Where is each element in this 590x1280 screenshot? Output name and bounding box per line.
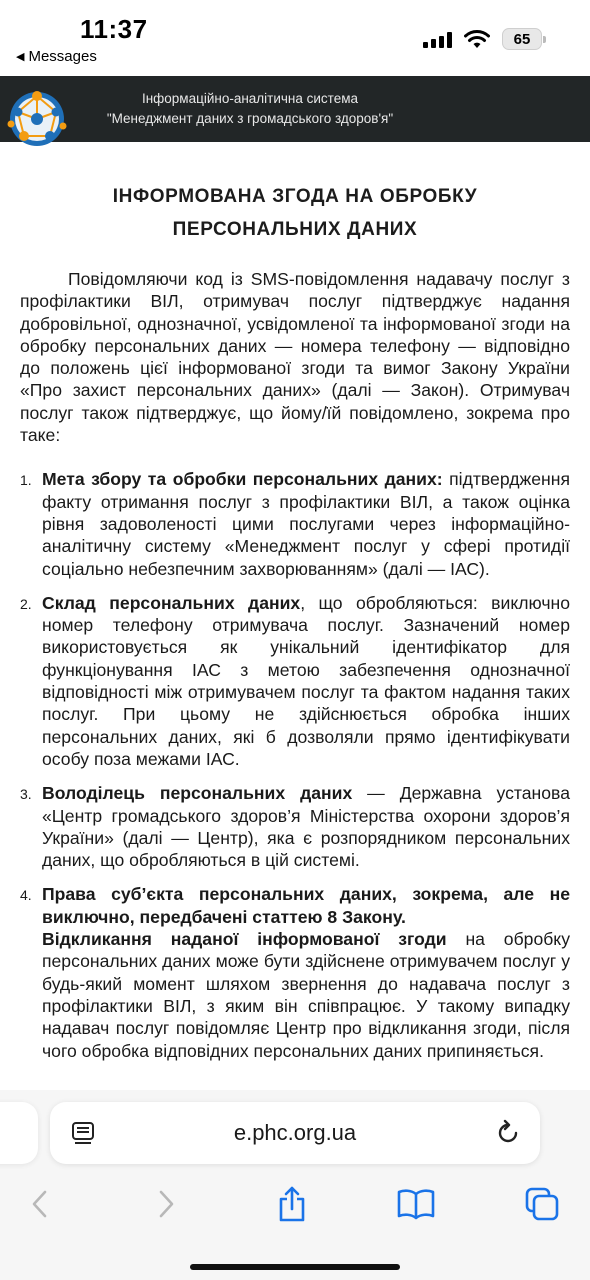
clause-item bbox=[20, 592, 570, 770]
wifi-icon bbox=[464, 29, 490, 49]
share-icon bbox=[276, 1185, 308, 1223]
clause-text: — Державна установа «Центр громадського здоров’я Міністерства охорони здоров’я України» (далі — Центр), яка є розпорядником персональних даних, що обробляються в цій системі. bbox=[42, 783, 570, 871]
browser-toolbar bbox=[0, 1090, 590, 1280]
site-title-line2: "Менеджмент даних з громадського здоров'я" bbox=[106, 111, 394, 126]
clause-list bbox=[20, 468, 570, 1061]
status-icons bbox=[423, 28, 542, 50]
cellular-signal-icon bbox=[423, 30, 452, 48]
clause-item bbox=[20, 782, 570, 871]
clause-heading: Мета збору та обробки персональних даних: bbox=[42, 469, 443, 490]
clause-item bbox=[20, 468, 570, 579]
back-to-app-link[interactable] bbox=[16, 48, 97, 65]
clause-number: 1. bbox=[20, 472, 32, 489]
bookmarks-button[interactable] bbox=[396, 1184, 436, 1224]
clause-text: підтвердження факту отримання послуг з профілактики ВІЛ, а також оцінка рівня задоволеності цими послугами через інформаційно-аналітичну систему «Менеджмент послуг у сфері протидії соціально небезпечним захворюванням» (далі — ІАС). bbox=[42, 469, 570, 579]
forward-button[interactable] bbox=[146, 1184, 186, 1224]
clause-subheading: Відкликання наданої інформованої згоди bbox=[42, 929, 447, 950]
tabs-button[interactable] bbox=[522, 1184, 562, 1224]
bookmarks-icon bbox=[396, 1188, 436, 1220]
clause-heading: Склад персональних даних bbox=[42, 592, 301, 613]
url-text[interactable]: e.phc.org.ua bbox=[233, 1120, 357, 1145]
back-icon bbox=[29, 1189, 51, 1219]
back-caret-icon: ◀ bbox=[16, 51, 25, 63]
clause-number: 4. bbox=[20, 887, 32, 904]
clause-number: 3. bbox=[20, 786, 32, 803]
site-header bbox=[0, 76, 590, 142]
browser-nav-row bbox=[0, 1184, 590, 1224]
site-title bbox=[80, 89, 420, 129]
clause-number: 2. bbox=[20, 595, 32, 612]
clause-heading: Права суб’єкта персональних даних, зокрема, але не виключно, передбачені статтею 8 Закону. bbox=[42, 884, 570, 927]
clause-text: на обробку персональних даних може бути здійснене отримувачем послуг у будь-який момент шляхом звернення до надавача послуг з профілактики ВІЛ, з яким він співпрацює. У такому випадку надавач послуг повідомляє Центр про відкликання згоди, після чого обробка відповідних персональних даних припиняється. bbox=[42, 929, 570, 1061]
back-app-label: Messages bbox=[28, 48, 97, 65]
consent-document bbox=[0, 142, 590, 1104]
clause-heading: Володілець персональних даних bbox=[42, 783, 353, 804]
reload-icon[interactable] bbox=[494, 1119, 522, 1147]
status-bar bbox=[0, 0, 590, 76]
clause-text: , що обробляються: виключно номер телефону отримувача послуг. Зазначений номер використовується як унікальний ідентифікатор для функціонування ІАС з метою забезпечення однозначної відповідності між отримувачем послуг та фактом надання таких послуг. При цьому не здійснюється обробка інших персональних даних, які б дозволяли прямо ідентифікувати особу поза межами ІАС. bbox=[42, 592, 570, 769]
tabs-icon bbox=[524, 1186, 560, 1222]
forward-icon bbox=[155, 1189, 177, 1219]
battery-level: 65 bbox=[513, 30, 531, 48]
back-button[interactable] bbox=[20, 1184, 60, 1224]
status-time: 11:37 bbox=[80, 14, 148, 44]
home-indicator bbox=[190, 1264, 400, 1270]
document-intro: Повідомляючи код із SMS-повідомлення надавачу послуг з профілактики ВІЛ, отримувач послуг підтверджує надання добровільної, однозначної, усвідомленої та інформованої згоди на обробку персональних даних — номера телефону — відповідно до положень цієї інформованої згоди та вимог Закону України «Про захист персональних даних» (далі — Закон). Отримувач послуг також підтверджує, що йому/їй повідомлено, зокрема про таке: bbox=[20, 269, 570, 446]
clause-item bbox=[20, 883, 570, 1061]
address-bar[interactable] bbox=[50, 1102, 540, 1164]
document-title: ІНФОРМОВАНА ЗГОДА НА ОБРОБКУ ПЕРСОНАЛЬНИХ ДАНИХ bbox=[112, 186, 478, 240]
share-button[interactable] bbox=[272, 1184, 312, 1224]
previous-tab-pill[interactable] bbox=[0, 1102, 38, 1164]
battery-icon bbox=[502, 28, 542, 50]
site-title-line1: Інформаційно-аналітична система bbox=[141, 91, 359, 106]
